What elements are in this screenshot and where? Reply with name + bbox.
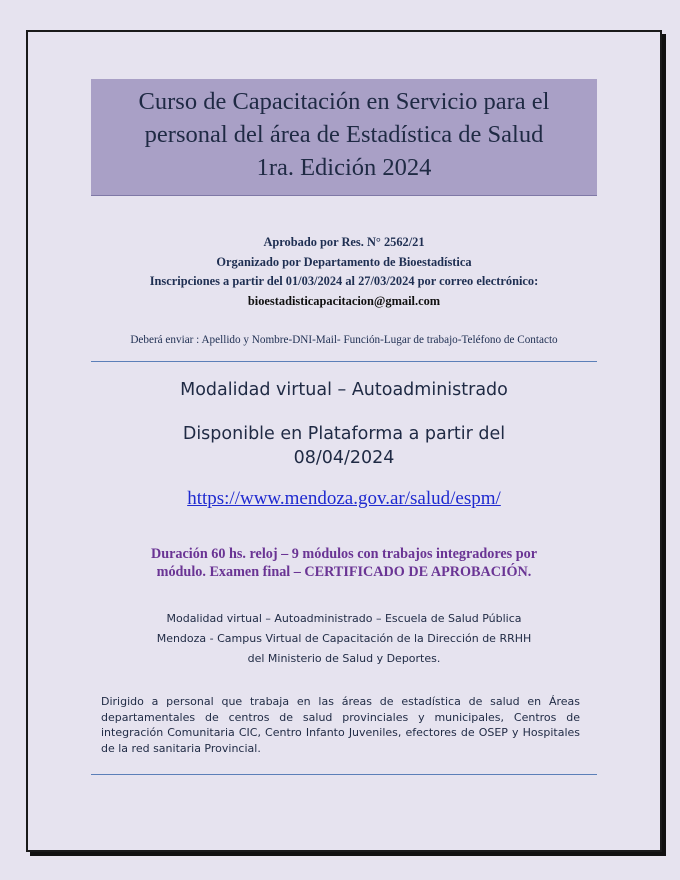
requirements-text: Deberá enviar : Apellido y Nombre-DNI-Mail- Función-Lugar de trabajo-Teléfono de Contacto [130,334,558,346]
availability-line-1: Disponible en Plataforma a partir del [182,424,506,444]
approval-resolution: Aprobado por Res. N° 2562/21 [263,235,425,249]
availability-date: 08/04/2024 [293,448,395,468]
platform-link[interactable]: https://www.mendoza.gov.ar/salud/espm/ [187,488,501,509]
contact-email: bioestadisticapacitacion@gmail.com [247,293,441,308]
school-info [91,609,597,669]
course-title-banner [91,79,597,196]
school-line-2: Mendoza - Campus Virtual de Capacitación de la Dirección de RRHH [156,632,532,645]
divider [91,774,597,775]
course-title-line-2: personal del área de Estadística de Salud [144,121,544,148]
organizer: Organizado por Departamento de Bioestadística [216,254,472,269]
availability-text [91,422,597,470]
inscription-dates: Inscripciones a partir del 01/03/2024 al 27/03/2024 por correo electrónico: [149,274,539,288]
duration-line-1: Duración 60 hs. reloj – 9 módulos con trabajos integradores por [150,546,538,562]
school-line-3: del Ministerio de Salud y Deportes. [247,652,441,665]
modality-heading: Modalidad virtual – Autoadministrado [180,380,508,400]
school-line-1: Modalidad virtual – Autoadministrado – Escuela de Salud Pública [166,612,522,625]
target-audience-paragraph: Dirigido a personal que trabaja en las áreas de estadística de salud en Áreas departamentales de centros de salud provinciales y municipales, Centros de integración Comunitaria CIC, Centro Infanto Juveniles, efectores de OSEP y Hospitales de la red sanitaria Provincial. [101,695,580,755]
approval-info [91,233,597,311]
divider [91,361,597,362]
course-title-line-1: Curso de Capacitación en Servicio para el [138,88,550,115]
course-title-line-3: 1ra. Edición 2024 [256,154,432,181]
duration-info [91,545,597,581]
duration-line-2: módulo. Examen final – CERTIFICADO DE APROBACIÓN. [156,564,532,580]
